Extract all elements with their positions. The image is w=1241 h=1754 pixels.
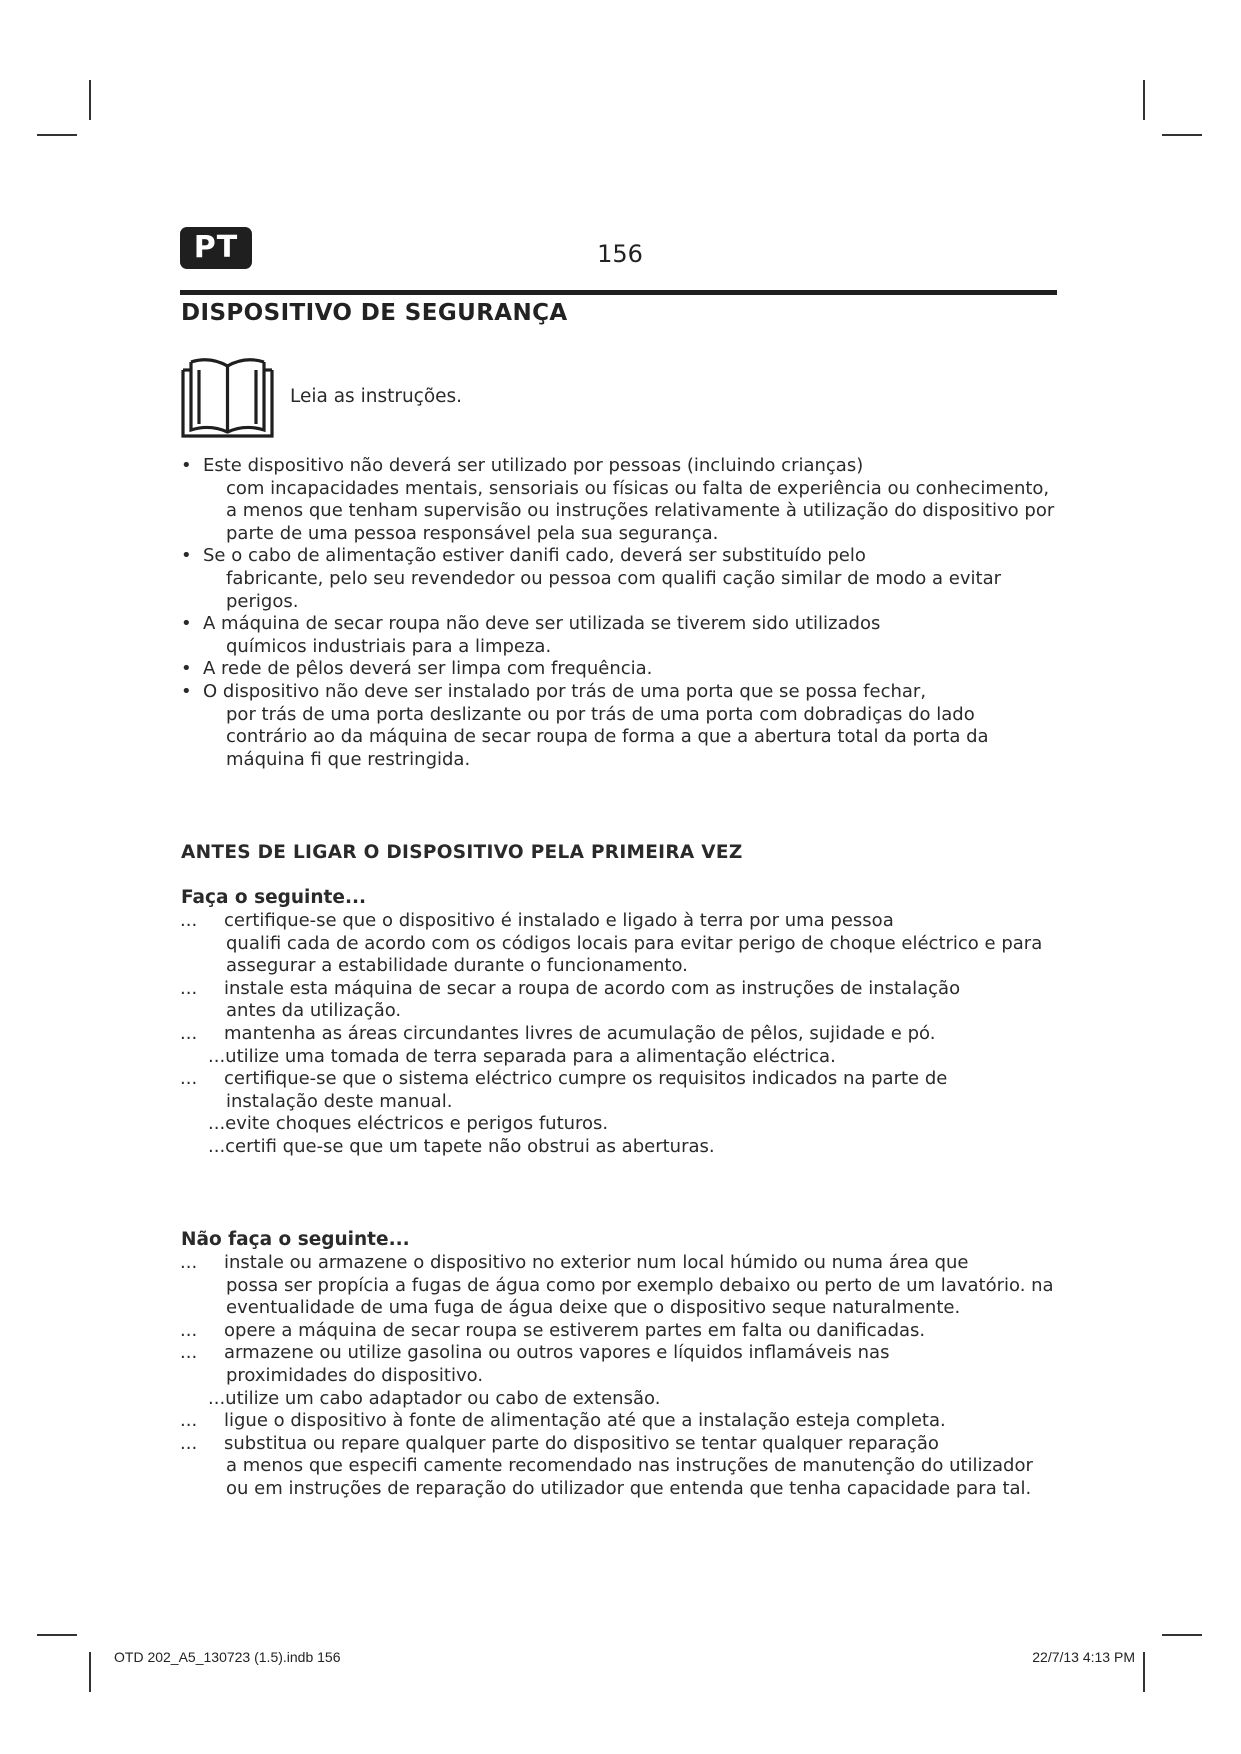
list-item: ... opere a máquina de secar roupa se estiverem partes em falta ou danificadas. xyxy=(180,1319,926,1341)
ellipsis-marker: ... xyxy=(180,1068,198,1090)
list-item: ... instale esta máquina de secar a roupa de acordo com as instruções de instalação antes da utilização. xyxy=(180,977,961,1022)
ellipsis-marker: ... xyxy=(180,1432,198,1454)
list-item: • A rede de pêlos deverá ser limpa com frequência. xyxy=(181,658,653,680)
list-item: ... armazene ou utilize gasolina ou outros vapores e líquidos inflamáveis nas proximidades do dispositivo. xyxy=(180,1342,890,1386)
list-item: ...certifi que-se que um tapete não obstrui as aberturas. xyxy=(208,1135,715,1157)
ellipsis-marker: ... xyxy=(180,1319,198,1341)
list-item: • Este dispositivo não deverá ser utilizado por pessoas (incluindo crianças) com incapacidades mentais, sensoriais ou físicas ou falta de experiência ou conhecimento, a menos que tenham supervisão ou instruções relativamente à utilização do dispositivo por parte de uma pessoa responsável pela sua segurança. xyxy=(181,455,1055,544)
bullet-icon: • xyxy=(181,613,192,635)
list-item: ... certifique-se que o sistema eléctrico cumpre os requisitos indicados na parte de instalação deste manual. xyxy=(180,1068,948,1112)
safety-list xyxy=(180,455,1060,771)
list-item: ... certifique-se que o dispositivo é instalado e ligado à terra por uma pessoa qualifi cada de acordo com os códigos locais para evitar perigo de choque eléctrico e para assegurar a estabilidade durante o funcionamento. xyxy=(180,910,1043,977)
do-heading: Faça o seguinte... xyxy=(181,887,367,908)
list-item: ... substitua ou repare qualquer parte do dispositivo se tentar qualquer reparação a menos que especifi camente recomendado nas instruções de manutenção do utilizador ou em instruções de reparação do utilizador que entenda que tenha capacidade para tal. xyxy=(180,1432,1033,1499)
open-book-icon xyxy=(180,358,275,440)
list-item: ...utilize uma tomada de terra separada para a alimentação eléctrica. xyxy=(208,1045,836,1067)
bullet-icon: • xyxy=(181,455,192,476)
bullet-icon: • xyxy=(181,658,192,680)
page-number: 156 xyxy=(597,240,643,268)
ellipsis-marker: ... xyxy=(180,1410,198,1432)
crop-mark xyxy=(1143,1652,1145,1692)
do-list xyxy=(180,910,1080,1159)
ellipsis-marker: ... xyxy=(180,1022,198,1044)
ellipsis-marker: ... xyxy=(180,1252,198,1273)
list-item: ...utilize um cabo adaptador ou cabo de extensão. xyxy=(208,1387,661,1409)
before-first-use-title: ANTES DE LIGAR O DISPOSITIVO PELA PRIMEIRA VEZ xyxy=(181,842,743,863)
list-item: • Se o cabo de alimentação estiver danifi cado, deverá ser substituído pelo fabricante, pelo seu revendedor ou pessoa com qualifi cação similar de modo a evitar perigos. xyxy=(181,545,1002,612)
header-rule xyxy=(180,290,1057,295)
footer-file-info: OTD 202_A5_130723 (1.5).indb 156 xyxy=(114,1649,341,1665)
list-item: • O dispositivo não deve ser instalado por trás de uma porta que se possa fechar, por trás de uma porta deslizante ou por trás de uma porta com dobradiças do lado contrário ao da máquina de secar roupa de forma a que a abertura total da porta da máquina fi que restringida. xyxy=(181,680,989,770)
bullet-icon: • xyxy=(181,680,192,702)
list-item: ... instale ou armazene o dispositivo no exterior num local húmido ou numa área que possa ser propícia a fugas de água como por exemplo debaixo ou perto de um lavatório. na eventualidade de uma fuga de água deixe que o dispositivo seque naturalmente. xyxy=(180,1252,1054,1319)
crop-mark xyxy=(89,1652,91,1692)
ellipsis-marker: ... xyxy=(180,1342,198,1364)
crop-mark xyxy=(1143,80,1145,120)
language-badge: PT xyxy=(180,227,252,269)
crop-mark xyxy=(89,80,91,120)
crop-mark xyxy=(37,134,77,136)
list-item: ... mantenha as áreas circundantes livres de acumulação de pêlos, sujidade e pó. xyxy=(180,1022,936,1044)
list-item: ...evite choques eléctricos e perigos futuros. xyxy=(208,1113,609,1135)
crop-mark xyxy=(1162,134,1202,136)
list-item: • A máquina de secar roupa não deve ser utilizada se tiverem sido utilizados químicos industriais para a limpeza. xyxy=(181,613,881,657)
ellipsis-marker: ... xyxy=(180,910,198,931)
section-title: DISPOSITIVO DE SEGURANÇA xyxy=(181,300,568,326)
footer-timestamp: 22/7/13 4:13 PM xyxy=(1032,1649,1135,1665)
list-item: ... ligue o dispositivo à fonte de alimentação até que a instalação esteja completa. xyxy=(180,1410,946,1432)
bullet-icon: • xyxy=(181,545,192,567)
dont-heading: Não faça o seguinte... xyxy=(181,1229,410,1250)
dont-list xyxy=(180,1252,1060,1501)
crop-mark xyxy=(1162,1634,1202,1636)
ellipsis-marker: ... xyxy=(180,977,198,999)
read-instructions-text: Leia as instruções. xyxy=(290,386,463,407)
crop-mark xyxy=(37,1634,77,1636)
